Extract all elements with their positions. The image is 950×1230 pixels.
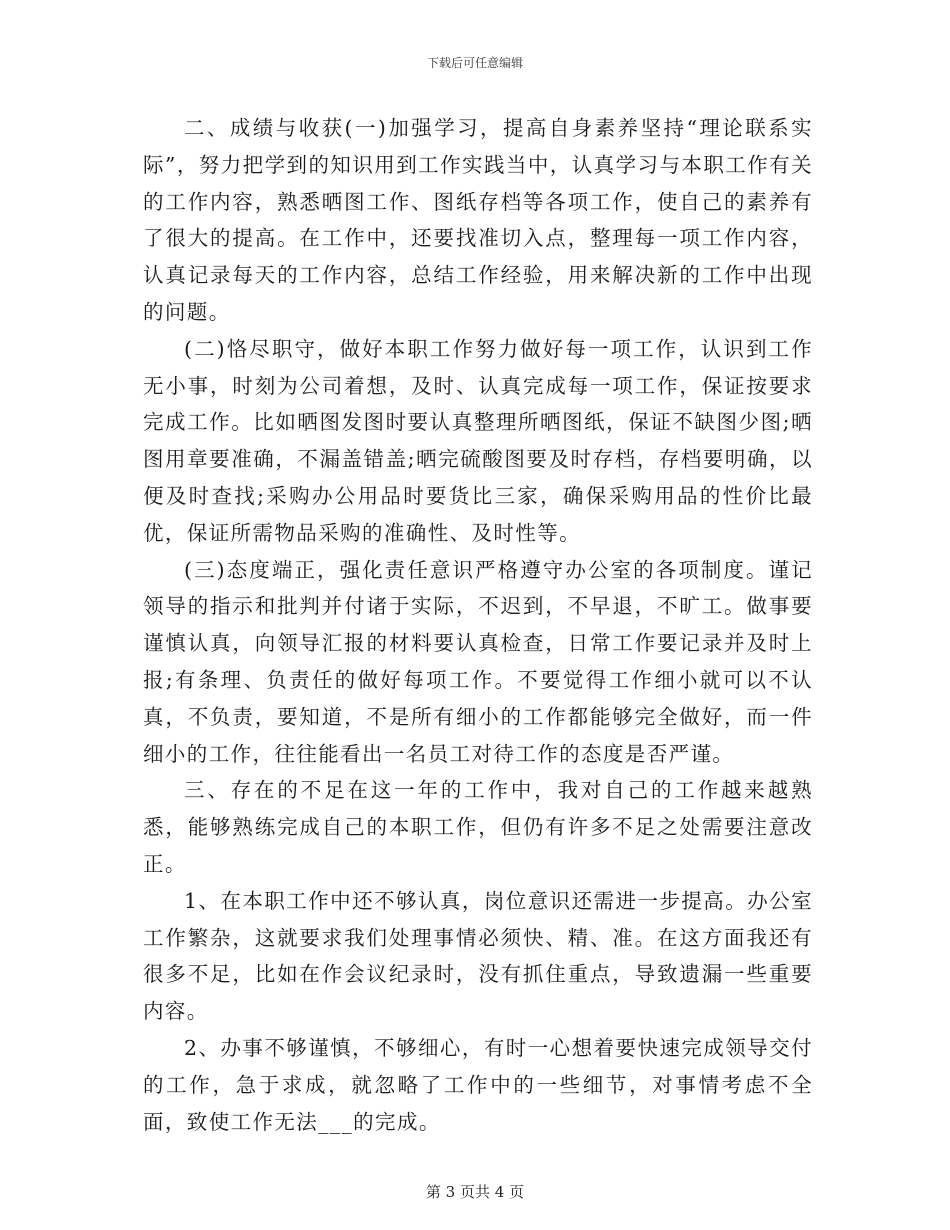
paragraph-achievements-study: 二、成绩与收获(一)加强学习，提高自身素养坚持“理论联系实际”，努力把学到的知识用到工作实践当中，认真学习与本职工作有关的工作内容，熟悉晒图工作、图纸存档等各项工作，使自己的素养有了很大的提高。在工作中，还要找准切入点，整理每一项工作内容，认真记录每天的工作内容，总结工作经验，用来解决新的工作中出现的问题。 [143, 116, 813, 324]
paragraph-duties: (二)恪尽职守，做好本职工作努力做好每一项工作，认识到工作无小事，时刻为公司着想，及时、认真完成每一项工作，保证按要求完成工作。比如晒图发图时要认真整理所晒图纸，保证不缺图少图;晒图用章要准确，不漏盖错盖;晒完硫酸图要及时存档，存档要明确，以便及时查找;采购办公用品时要货比三家，确保采购用品的性价比最优，保证所需物品采购的准确性、及时性等。 [143, 336, 814, 545]
paragraph-attitude: (三)态度端正，强化责任意识严格遵守办公室的各项制度。谨记领导的指示和批判并付诸于实际，不迟到，不早退，不旷工。做事要谨慎认真，向领导汇报的材料要认真检查，日常工作要记录并及时上报;有条理、负责任的做好每项工作。不要觉得工作细小就可以不认真，不负责，要知道，不是所有细小的工作都能够完全做好，而一件细小的工作，往往能看出一名员工对待工作的态度是否严谨。 [143, 557, 814, 766]
page-number-footer: 第 3 页共 4 页 [425, 1183, 525, 1201]
paragraph-shortcoming-2: 2、办事不够谨慎，不够细心，有时一心想着要快速完成领导交付的工作，急于求成，就忽略了工作中的一些细节，对事情考虑不全面，致使工作无法___的完成。 [143, 1035, 813, 1134]
paragraph-shortcoming-1: 1、在本职工作中还不够认真，岗位意识还需进一步提高。办公室工作繁杂，这就要求我们处理事情必须快、精、准。在这方面我还有很多不足，比如在作会议纪录时，没有抓住重点，导致遗漏一些重要内容。 [143, 888, 813, 1024]
document-body [143, 110, 813, 1140]
page-header-note: 下载后可任意编辑 [426, 56, 523, 70]
paragraph-shortcomings: 三、存在的不足在这一年的工作中，我对自己的工作越来越熟悉，能够熟练完成自己的本职工作，但仍有许多不足之处需要注意改正。 [143, 778, 813, 876]
